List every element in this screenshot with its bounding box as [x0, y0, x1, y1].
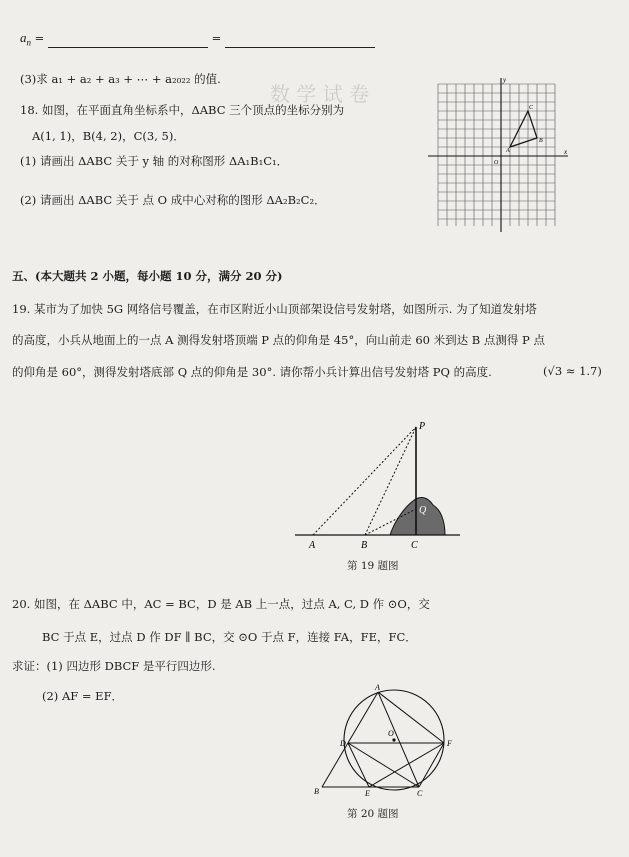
section-5-title: 五、(本大题共 2 小题，每小题 10 分，满分 20 分) — [12, 269, 283, 283]
vertex-c-label: C — [529, 105, 534, 111]
label-a: A — [375, 683, 380, 692]
x-axis-label: x — [564, 148, 568, 156]
q20-line2: BC 于点 E，过点 D 作 DF ∥ BC，交 ⊙O 于点 F，连接 FA，FE，FC． — [42, 630, 417, 644]
q17-part3: (3)求 a₁ + a₂ + a₃ + ⋯ + a₂₀₂₂ 的值. — [20, 72, 221, 86]
point-b-label: B — [361, 540, 368, 551]
q20-caption: 第 20 题图 — [347, 808, 399, 820]
q18-coordinate-grid — [428, 76, 573, 236]
an-formula-line — [20, 30, 375, 48]
q19-caption: 第 19 题图 — [347, 560, 399, 572]
q18-line2: A(1, 1)，B(4, 2)，C(3, 5)． — [32, 129, 185, 143]
q18-part2: (2) 请画出 ΔABC 关于 点 O 成中心对称的图形 ΔA₂B₂C₂． — [20, 193, 326, 207]
origin-label: O — [494, 160, 499, 166]
vertex-a-label: A — [506, 148, 510, 154]
q20-proof1: 求证：(1) 四边形 DBCF 是平行四边形. — [12, 659, 216, 673]
q18-line1: 18. 如图，在平面直角坐标系中，ΔABC 三个顶点的坐标分别为 — [20, 103, 345, 117]
vertex-b-label: B — [539, 138, 543, 144]
label-d: D — [340, 739, 346, 748]
equals-sign: = — [34, 31, 45, 45]
y-axis-label: y — [503, 76, 507, 84]
bleed-through-text: 数 学 试 卷 — [270, 82, 370, 106]
label-o: O — [388, 729, 394, 738]
q19-tower-figure — [295, 415, 465, 555]
q19-sqrt-hint: (√3 ≈ 1.7) — [543, 364, 602, 378]
q18-part1: (1) 请画出 ΔABC 关于 y 轴 的对称图形 ΔA₁B₁C₁． — [20, 154, 289, 168]
label-e: E — [365, 789, 370, 798]
q20-line1: 20. 如图，在 ΔABC 中，AC = BC，D 是 AB 上一点，过点 A, C, D 作 ⊙O，交 — [12, 597, 430, 611]
an-subscript: n — [26, 37, 31, 48]
an-label: a — [20, 30, 27, 45]
label-b: B — [314, 787, 319, 796]
point-q-label: Q — [419, 505, 427, 516]
segment-ac — [378, 692, 419, 787]
center-point — [392, 738, 395, 741]
point-a-label: A — [309, 540, 316, 551]
q20-circle-figure — [312, 682, 462, 800]
point-p-label: P — [419, 421, 426, 432]
q20-proof2: (2) AF = EF． — [42, 689, 124, 703]
equals-sign-2: = — [211, 31, 222, 45]
q19-line2: 的高度，小兵从地面上的一点 A 测得发射塔顶端 P 点的仰角是 45°，向山前走 60 米到达 B 点测得 P 点 — [12, 333, 545, 347]
segment-fc — [419, 743, 444, 787]
q19-line1: 19. 某市为了加快 5G 网络信号覆盖，在市区附近小山顶部架设信号发射塔，如图所示. 为了知道发射塔 — [12, 302, 537, 316]
hill-shape — [390, 498, 445, 535]
segment-fe — [369, 743, 444, 787]
point-c-label: C — [411, 540, 418, 551]
segment-ab — [322, 692, 378, 787]
answer-blank-1 — [48, 47, 208, 48]
label-c: C — [417, 789, 423, 798]
q19-line3: 的仰角是 60°，测得发射塔底部 Q 点的仰角是 30°. 请你帮小兵计算出信号发射塔 PQ 的高度. — [12, 365, 492, 379]
answer-blank-2 — [225, 47, 375, 48]
label-f: F — [447, 739, 452, 748]
